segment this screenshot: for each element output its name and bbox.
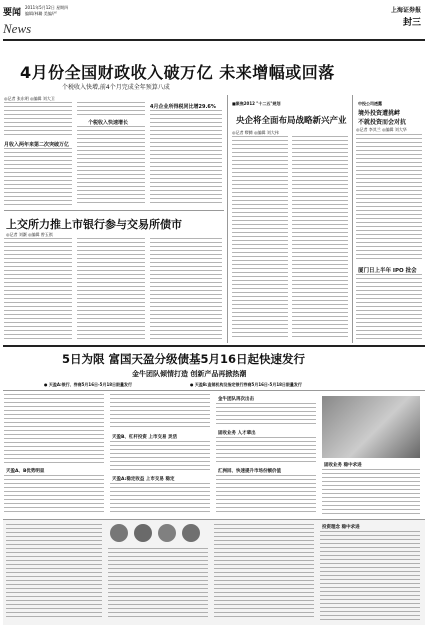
english-section: News: [3, 21, 32, 36]
lower-head-4: 金牛团队再次出击: [218, 397, 254, 402]
text-block: [4, 148, 72, 206]
feature-byline: ◎记者 缪腾 ◎编辑 刘大伟: [232, 130, 279, 135]
masthead-rule: [3, 39, 425, 41]
lead-headline: 4月份全国财政收入破万亿 未来增幅或回落: [20, 63, 335, 82]
col1-head: 月收入两年来第二次突破万亿: [4, 142, 70, 148]
text-block: [110, 441, 210, 473]
text-block: [4, 475, 104, 515]
text-block: [150, 110, 222, 206]
lower-head-1: 天盈A、B优势明显: [6, 469, 45, 474]
text-block: [77, 102, 145, 116]
second-byline: ◎记者 刘灏 ◎编辑 曾玉祺: [6, 232, 53, 237]
col2-head: 个税收入快速增长: [88, 120, 129, 126]
thin-rule: [4, 210, 224, 211]
text-block: [77, 126, 145, 206]
ad-top-rule: [3, 345, 425, 347]
issue-line-1: 2011年5月12日 星期四: [25, 5, 69, 10]
feature-headline: 央企将全面布局战略新兴产业: [236, 116, 347, 126]
text-block: [110, 394, 210, 430]
lower-head-5: 固收业务 人才辈出: [218, 431, 256, 436]
text-block: [77, 238, 145, 340]
column-divider: [227, 95, 228, 343]
ad-line-1: ● 天盈A:银行、券商5月16日-5月18日限量发行: [44, 382, 133, 387]
side-byline: ◎记者 李其兰 ◎编辑 刘大华: [356, 127, 407, 132]
feature-tag: ■聚焦2012 "十二五"规划: [232, 101, 281, 106]
section-label: 要闻: [3, 8, 22, 18]
manager-photos: [108, 522, 208, 544]
page-label: 封三: [402, 18, 421, 28]
text-block: [216, 403, 316, 427]
text-block: [108, 548, 208, 620]
text-block: [356, 134, 422, 262]
text-block: [216, 475, 316, 515]
text-block: [322, 469, 420, 515]
col3-head: 4月企业所得税同比增29.6%: [150, 104, 216, 110]
ad-line-2: ● 天盈B:直销机构及指定银行券商5月16日-5月18日限量发行: [190, 382, 302, 387]
lower-head-2: 天盈B、杠杆投资 上市交易 灵活: [112, 435, 178, 440]
ad-mid-rule: [3, 390, 425, 391]
text-block: [320, 531, 420, 620]
second-headline: 上交所力推上市银行参与交易所债市: [6, 218, 182, 231]
lead-byline: ◎记者 张东明 ◎编辑 刘大卫: [4, 96, 55, 101]
text-block: [4, 238, 72, 340]
text-block: [292, 136, 348, 340]
ad-subtitle: 金牛团队倾情打造 创新产品再掀热潮: [132, 370, 247, 378]
portrait-photo: [322, 396, 420, 458]
manager-photo-4: [182, 524, 200, 542]
masthead: [3, 2, 425, 42]
ad-title: 5日为限 富国天盈分级债基5月16日起快速发行: [62, 352, 306, 366]
newspaper-name: 上海证券报: [390, 7, 421, 14]
manager-photo-2: [134, 524, 152, 542]
text-block: [214, 524, 314, 620]
side-head-2: 境外投资遭挑衅: [358, 110, 401, 117]
column-divider: [352, 95, 353, 343]
text-block: [4, 102, 72, 138]
text-block: [356, 274, 422, 340]
text-block: [216, 437, 316, 465]
manager-photo-3: [158, 524, 176, 542]
text-block: [4, 394, 104, 464]
side-head-1: 中投公司透露: [358, 101, 382, 106]
manager-photo-1: [110, 524, 128, 542]
issue-line-2: 编辑/林璐 美编/严: [25, 11, 57, 16]
text-block: [110, 483, 210, 515]
lower-head-7: 固收业务 稳中求进: [324, 463, 362, 468]
lower-head-8: 投资理念 稳中求进: [322, 525, 360, 530]
side-head-3: 不就投资而会对抗: [358, 119, 407, 126]
lead-subhead: 个税收入快增,前4个月完成全年预算八成: [62, 84, 170, 91]
text-block: [150, 238, 222, 340]
side-box-head: 厦门日上半年 IPO 批会: [358, 268, 417, 274]
text-block: [232, 136, 288, 340]
text-block: [6, 524, 102, 620]
lower-head-6: 汇洲回、快速提升市场份额价值: [218, 469, 281, 474]
lower-head-3: 天盈A:稳定收益 上市交易 稳定: [112, 477, 175, 482]
